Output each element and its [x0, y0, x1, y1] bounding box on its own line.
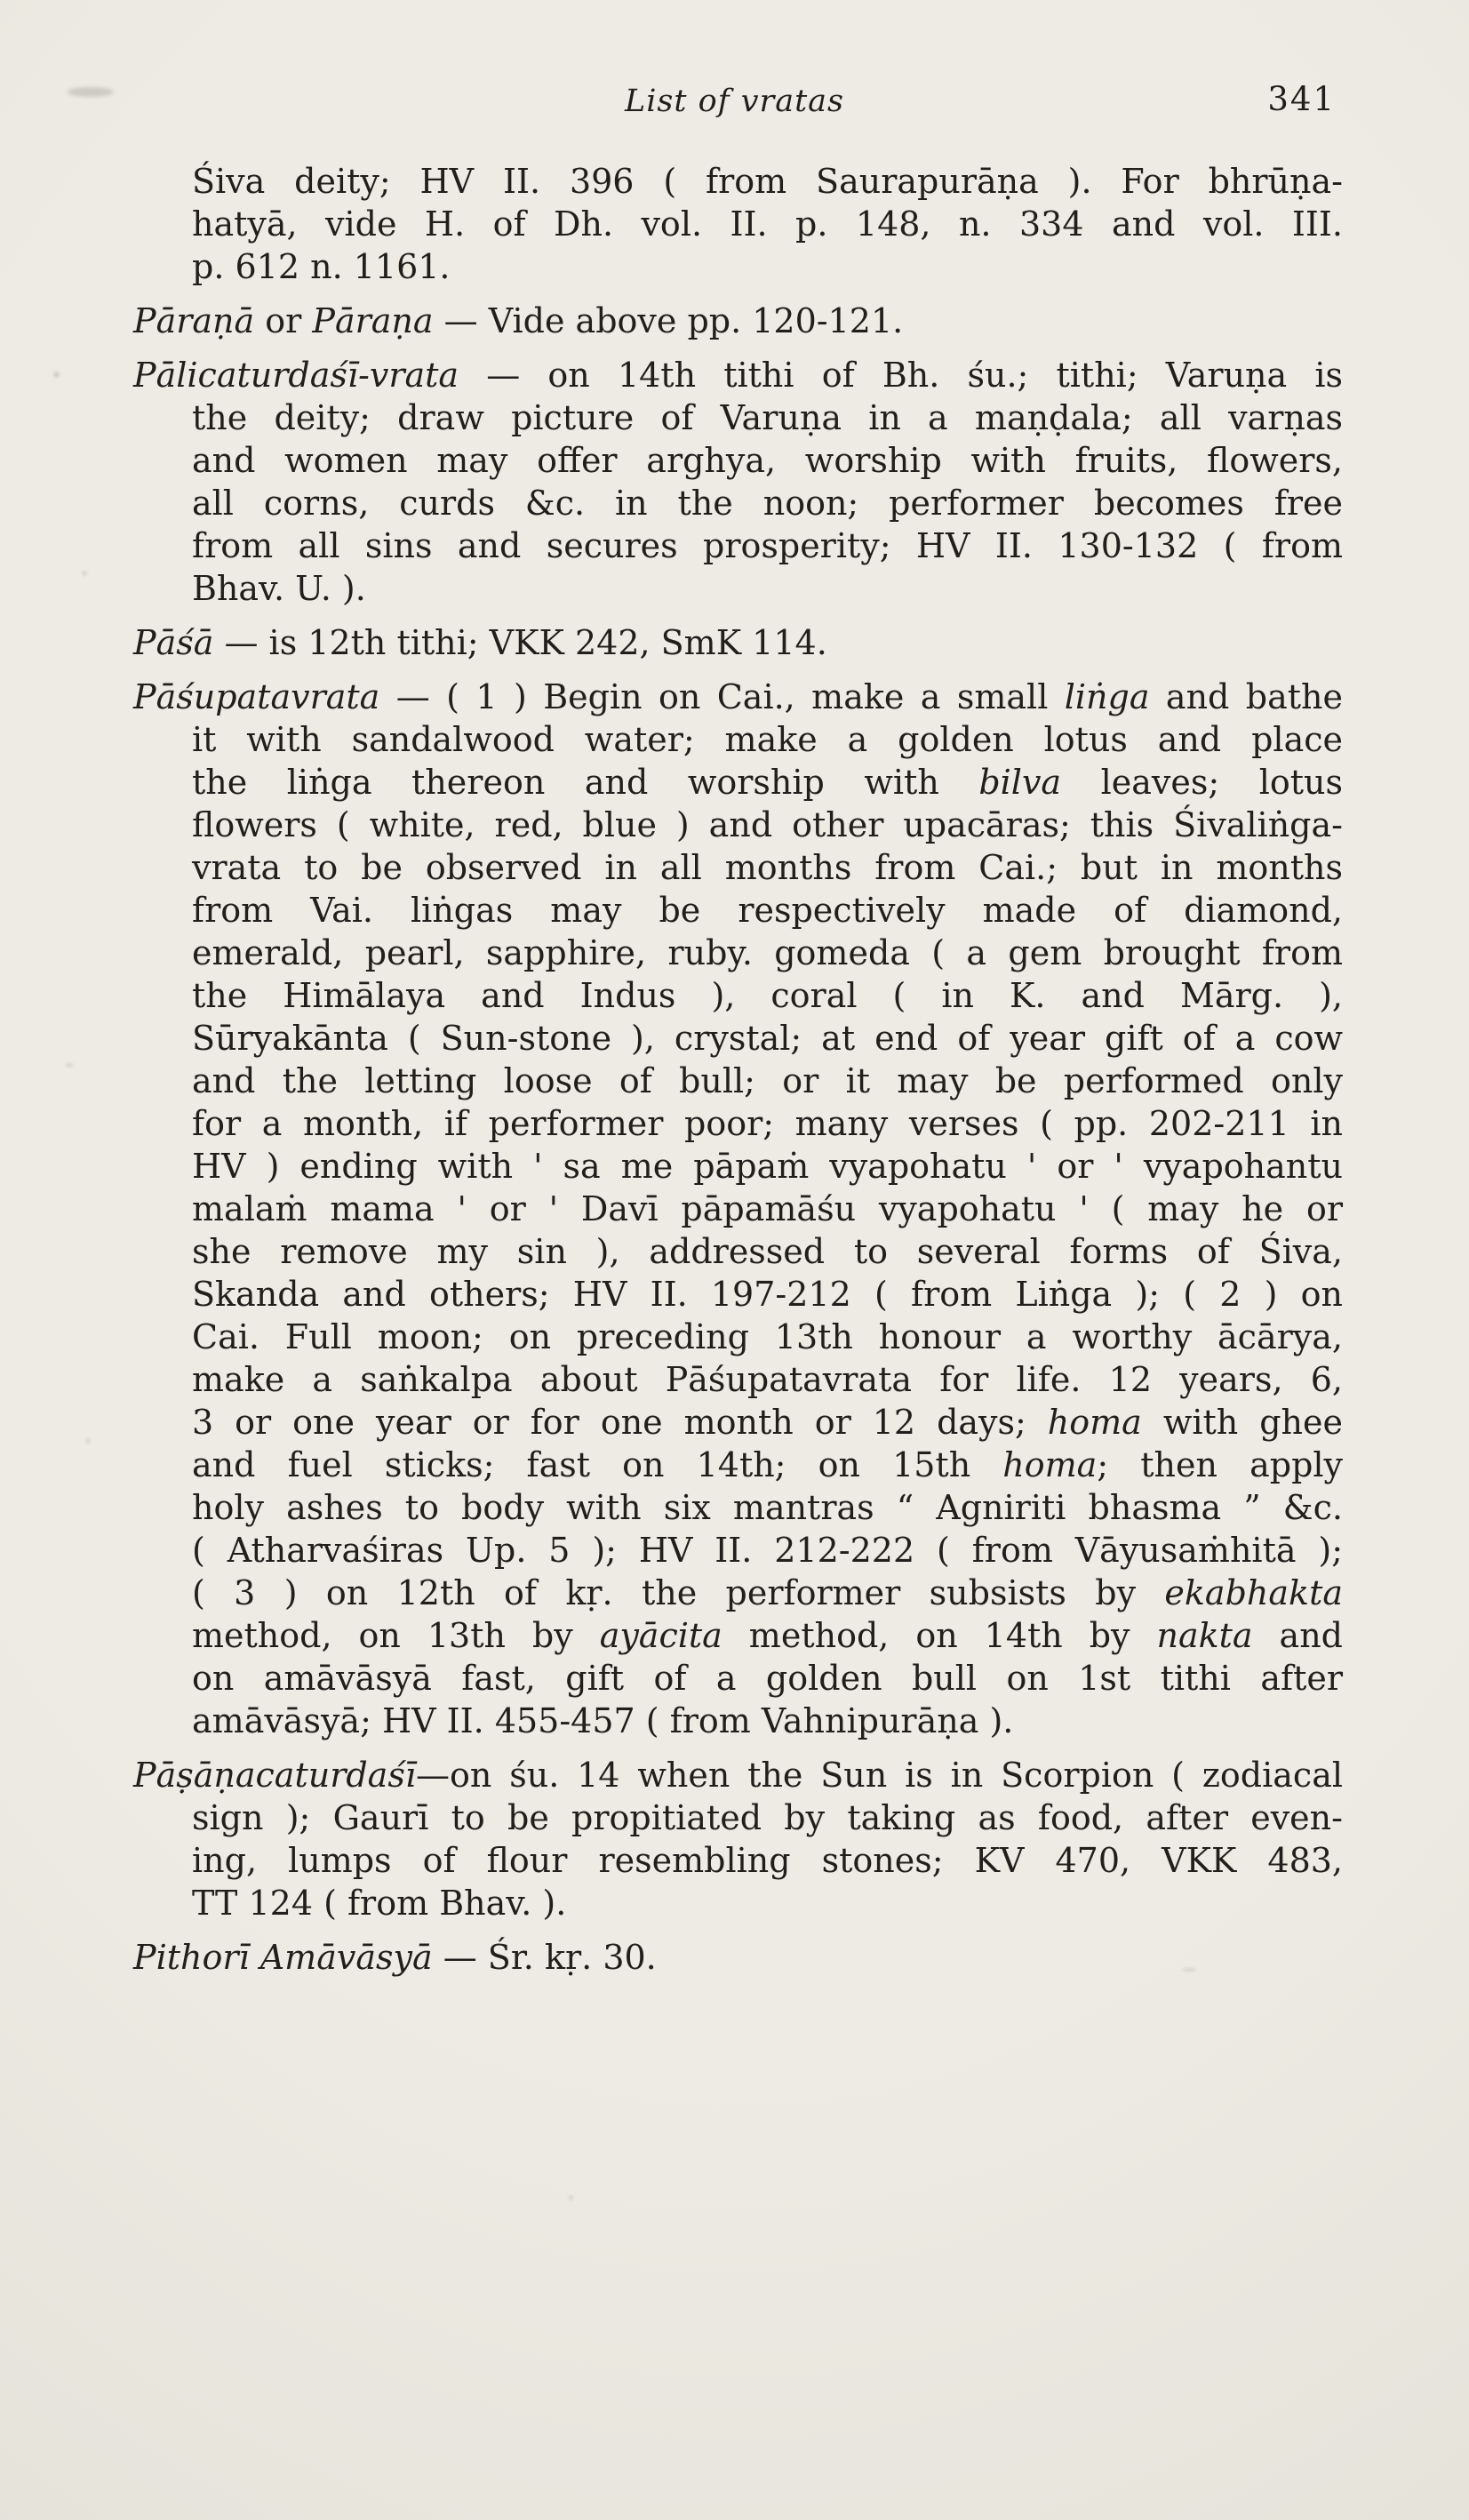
body-text: Śiva deity; HV II. 396 ( from Saurapurāṇa ). For bhrūṇa-: [192, 162, 1343, 201]
vrata-entry: [133, 300, 1343, 342]
text-line: [192, 1796, 1343, 1839]
italic-term: Pāśupatavrata: [133, 677, 380, 716]
running-title: List of vratas: [624, 84, 844, 119]
text-line: [192, 1572, 1343, 1614]
text-line: [133, 354, 1343, 396]
body-text: the Himālaya and Indus ), coral ( in K. and Mārg. ),: [192, 976, 1343, 1015]
italic-term: ekabhakta: [1164, 1573, 1343, 1612]
text-line: [192, 1529, 1343, 1572]
body-text: malaṁ mama ' or ' Davī pāpamāśu vyapohatu ' ( may he or: [192, 1189, 1343, 1228]
italic-term: liṅga: [1064, 677, 1150, 716]
body-text: — ( 1 ) Begin on Cai., make a small: [379, 677, 1065, 716]
body-text: with ghee: [1141, 1403, 1343, 1442]
body-text: sign ); Gaurī to be propitiated by taking as food, after even-: [192, 1798, 1343, 1837]
text-line: [192, 1230, 1343, 1273]
body-text: and fuel sticks; fast on 14th; on 15th: [192, 1445, 1003, 1484]
body-text: HV ) ending with ' sa me pāpaṁ vyapohatu ' or ' vyapohantu: [192, 1147, 1343, 1186]
italic-term: homa: [1047, 1403, 1142, 1442]
vrata-entry: [133, 1936, 1343, 1979]
text-line: [192, 889, 1343, 932]
text-line: [192, 1188, 1343, 1230]
entries-list: [0, 132, 1469, 1979]
text-line: [192, 1444, 1343, 1486]
text-line: [192, 1657, 1343, 1700]
body-text: from Vai. liṅgas may be respectively made of diamond,: [192, 891, 1343, 930]
body-text: 3 or one year or for one month or 12 days;: [192, 1403, 1048, 1442]
body-text: ; then apply: [1097, 1445, 1344, 1484]
body-text: flowers ( white, red, blue ) and other upacāras; this Śivaliṅga-: [192, 805, 1343, 844]
body-text: all corns, curds &c. in the noon; performer becomes free: [192, 484, 1343, 523]
text-line: [192, 1358, 1343, 1401]
italic-term: homa: [1002, 1445, 1098, 1484]
text-line: [192, 974, 1343, 1017]
text-line: [133, 676, 1343, 718]
body-text: on amāvāsyā fast, gift of a golden bull on 1st tithi after: [192, 1659, 1343, 1698]
body-text: method, on 14th by: [722, 1616, 1157, 1655]
text-line: [192, 1060, 1343, 1102]
italic-term: Pāśā: [133, 623, 214, 662]
body-text: — on 14th tithi of Bh. śu.; tithi; Varuṇa is: [459, 356, 1343, 395]
body-text: ( Atharvaśiras Up. 5 ); HV II. 212-222 ( from Vāyusaṁhitā );: [192, 1531, 1343, 1570]
body-text: and: [1252, 1616, 1344, 1655]
body-text: Sūryakānta ( Sun-stone ), crystal; at end of year gift of a cow: [192, 1019, 1343, 1058]
text-line: [192, 567, 1343, 610]
scan-artifact: [569, 2196, 573, 2200]
body-text: — Śr. kṛ. 30.: [432, 1938, 657, 1977]
body-text: —on śu. 14 when the Sun is in Scorpion ( zodiacal: [416, 1756, 1343, 1795]
text-line: [192, 482, 1343, 524]
text-line: [192, 1401, 1343, 1444]
text-line: [192, 203, 1343, 245]
italic-term: nakta: [1156, 1616, 1253, 1655]
body-text: emerald, pearl, sapphire, ruby. gomeda ( a gem brought from: [192, 933, 1343, 972]
text-line: [192, 1700, 1343, 1742]
page-number: 341: [1267, 80, 1336, 118]
body-text: Cai. Full moon; on preceding 13th honour a worthy ācārya,: [192, 1317, 1343, 1356]
body-text: and women may offer arghya, worship with fruits, flowers,: [192, 441, 1343, 480]
text-line: [192, 761, 1343, 804]
text-line: [133, 1936, 1343, 1979]
italic-term: Pālicaturdaśī-vrata: [133, 356, 459, 395]
body-text: ( 3 ) on 12th of kṛ. the performer subsists by: [192, 1573, 1165, 1612]
italic-term: Pāraṇā: [133, 301, 255, 340]
text-line: [192, 245, 1343, 288]
body-text: make a saṅkalpa about Pāśupatavrata for life. 12 years, 6,: [192, 1360, 1343, 1399]
text-line: [192, 1017, 1343, 1060]
body-text: holy ashes to body with six mantras “ Agniriti bhasma ” &c.: [192, 1488, 1343, 1527]
text-line: [192, 160, 1343, 203]
text-line: [192, 1316, 1343, 1358]
text-line: [192, 804, 1343, 846]
body-text: for a month, if performer poor; many verses ( pp. 202-211 in: [192, 1104, 1343, 1143]
body-text: p. 612 n. 1161.: [192, 247, 451, 286]
body-text: amāvāsyā; HV II. 455-457 ( from Vahnipurāṇa ).: [192, 1701, 1014, 1740]
body-text: from all sins and secures prosperity; HV II. 130-132 ( from: [192, 526, 1343, 565]
vrata-entry: [133, 160, 1343, 288]
text-line: [192, 1273, 1343, 1316]
text-line: [192, 439, 1343, 482]
text-line: [133, 300, 1343, 342]
text-line: [192, 1614, 1343, 1657]
body-text: she remove my sin ), addressed to several forms of Śiva,: [192, 1232, 1343, 1271]
text-line: [192, 1145, 1343, 1188]
body-text: — Vide above pp. 120-121.: [433, 301, 904, 340]
body-text: — is 12th tithi; VKK 242, SmK 114.: [213, 623, 827, 662]
body-text: the liṅga thereon and worship with: [192, 763, 979, 802]
text-line: [133, 1754, 1343, 1796]
body-text: hatyā, vide H. of Dh. vol. II. p. 148, n. 334 and vol. III.: [192, 204, 1343, 244]
body-text: ing, lumps of flour resembling stones; KV 470, VKK 483,: [192, 1841, 1343, 1880]
text-line: [192, 846, 1343, 889]
text-line: [192, 1839, 1343, 1882]
italic-term: Pāṣāṇacaturdaśī: [133, 1756, 416, 1795]
italic-term: bilva: [978, 763, 1062, 802]
body-text: and bathe: [1149, 677, 1343, 716]
text-line: [192, 1486, 1343, 1529]
body-text: method, on 13th by: [192, 1616, 600, 1655]
body-text: Bhav. U. ).: [192, 569, 366, 608]
body-text: Skanda and others; HV II. 197-212 ( from Liṅga ); ( 2 ) on: [192, 1275, 1343, 1314]
body-text: it with sandalwood water; make a golden lotus and place: [192, 720, 1343, 759]
text-line: [192, 932, 1343, 974]
text-line: [192, 1102, 1343, 1145]
body-text: vrata to be observed in all months from Cai.; but in months: [192, 848, 1343, 887]
body-text: leaves; lotus: [1061, 763, 1343, 802]
body-text: and the letting loose of bull; or it may be performed only: [192, 1061, 1343, 1100]
body-text: the deity; draw picture of Varuṇa in a maṇḍala; all varṇas: [192, 398, 1343, 437]
page-header: [0, 0, 1469, 132]
text-line: [133, 621, 1343, 664]
vrata-entry: [133, 621, 1343, 664]
italic-term: Pithorī Amāvāsyā: [133, 1938, 433, 1977]
vrata-entry: [133, 676, 1343, 1742]
text-line: [192, 1882, 1343, 1924]
text-line: [192, 718, 1343, 761]
italic-term: Pāraṇa: [312, 301, 434, 340]
vrata-entry: [133, 354, 1343, 610]
body-text: TT 124 ( from Bhav. ).: [192, 1884, 567, 1923]
text-line: [192, 524, 1343, 567]
body-text: or: [254, 301, 313, 340]
vrata-entry: [133, 1754, 1343, 1924]
text-line: [192, 396, 1343, 439]
italic-term: ayācita: [599, 1616, 723, 1655]
